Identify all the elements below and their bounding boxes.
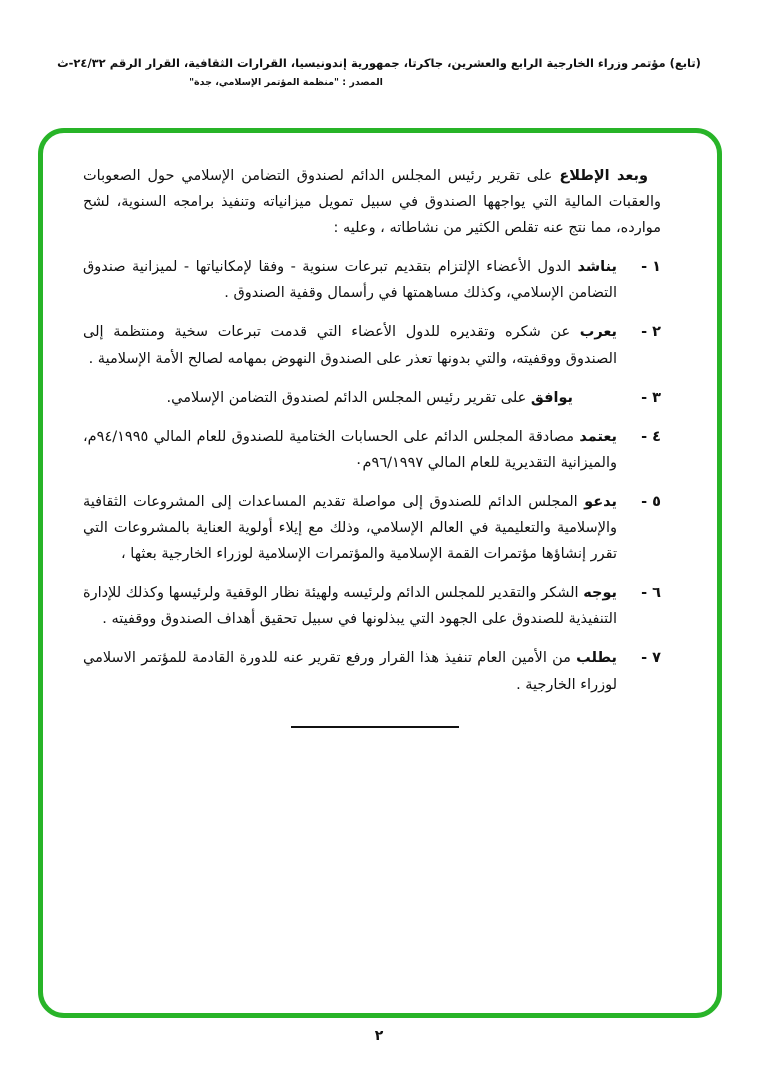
item-lead-word: يناشد — [577, 259, 617, 276]
item-text — [83, 580, 617, 632]
item-body-text: الدول الأعضاء الإلتزام بتقديم تبرعات سنوية - وفقا لإمكانياتها - لميزانية صندوق التضامن الإسلامي، وكذلك مساهمتها في رأسمال وقفية الصندوق . — [83, 259, 617, 302]
item-text — [83, 385, 617, 411]
resolution-item-5 — [83, 489, 661, 567]
item-number: ٢ - — [641, 324, 661, 341]
item-number: ١ - — [641, 259, 661, 276]
resolution-item-6 — [83, 580, 661, 632]
item-lead-word: يدعو — [584, 493, 617, 510]
item-body-text: على تقرير رئيس المجلس الدائم لصندوق التضامن الإسلامي. — [166, 389, 531, 406]
item-text — [83, 489, 617, 567]
resolution-item-1 — [83, 254, 661, 306]
resolution-item-7 — [83, 645, 661, 697]
item-body-text: مصادقة المجلس الدائم على الحسابات الختامية للصندوق للعام المالي ٩٤/١٩٩٥م، والميزانية التقديرية للعام المالي ٩٦/١٩٩٧م٠ — [83, 428, 617, 471]
item-number: ٤ - — [641, 428, 661, 445]
item-lead-word: يعتمد — [579, 428, 617, 445]
item-number: ٦ - — [641, 585, 661, 602]
item-number: ٣ - — [641, 389, 661, 406]
item-body-text: من الأمين العام تنفيذ هذا القرار ورفع تقرير عنه للدورة القادمة للمؤتمر الاسلامي لوزراء الخارجية . — [83, 650, 617, 693]
header-title: (تابع) مؤتمر وزراء الخارجية الرابع والعشرين، جاكرتا، جمهورية إندونيسيا، القرارات الثقافية، القرار الرقم ٢٤/٣٢-ث — [57, 56, 701, 70]
item-text — [83, 319, 617, 371]
resolution-item-4 — [83, 424, 661, 476]
intro-paragraph — [83, 163, 661, 241]
item-lead-word: يوافق — [530, 389, 573, 406]
item-body-text: الشكر والتقدير للمجلس الدائم ولرئيسه ولهيئة نظار الوقفية ولرئيسها وكذلك للإدارة التنفيذية للصندوق على الجهود التي يبذلونها في سبيل تحقيق أهداف الصندوق ووقفيته . — [83, 585, 617, 628]
signature-line — [291, 726, 459, 728]
document-header — [0, 56, 758, 88]
resolution-item-3 — [83, 385, 661, 411]
resolution-item-2 — [83, 319, 661, 371]
item-body-text: عن شكره وتقديره للدول الأعضاء التي قدمت تبرعات سخية ومنتظمة إلى الصندوق ووقفيته، والتي بدونها تعذر على الصندوق النهوض بمهامه لصالح الأمة الإسلامية . — [83, 324, 617, 367]
item-number: ٥ - — [641, 493, 661, 510]
item-number: ٧ - — [641, 650, 661, 667]
item-lead-word: يعرب — [579, 324, 617, 341]
content-border-frame — [38, 128, 722, 1018]
item-lead-word: يوجه — [583, 585, 617, 602]
header-source: المصدر : "منظمة المؤتمر الإسلامي، جدة" — [189, 77, 383, 88]
intro-text: على تقرير رئيس المجلس الدائم لصندوق التضامن الإسلامي حول الصعوبات والعقبات المالية التي يواجهها الصندوق في سبيل تمويل ميزانياته وتنفيذ برامجه السنوية، لشح موارده، مما نتج عنه تقلص الكثير من نشاطاته ، وعليه : — [83, 168, 661, 237]
item-text — [83, 254, 617, 306]
item-text — [83, 645, 617, 697]
item-body-text: المجلس الدائم للصندوق إلى مواصلة تقديم المساعدات إلى المشروعات الثقافية والإسلامية والتعليمية في العالم الإسلامي، وذلك مع إيلاء أولوية العناية بالمشروعات التي تقرر إنشاؤها مؤتمرات القمة الإسلامية والمؤتمرات الإسلامية لوزراء الخارجية بعثها ، — [83, 493, 617, 563]
item-text — [83, 424, 617, 476]
item-lead-word: يطلب — [576, 650, 617, 667]
intro-lead-word: وبعد الإطلاع — [559, 168, 648, 184]
page-number: ٢ — [374, 1028, 384, 1044]
